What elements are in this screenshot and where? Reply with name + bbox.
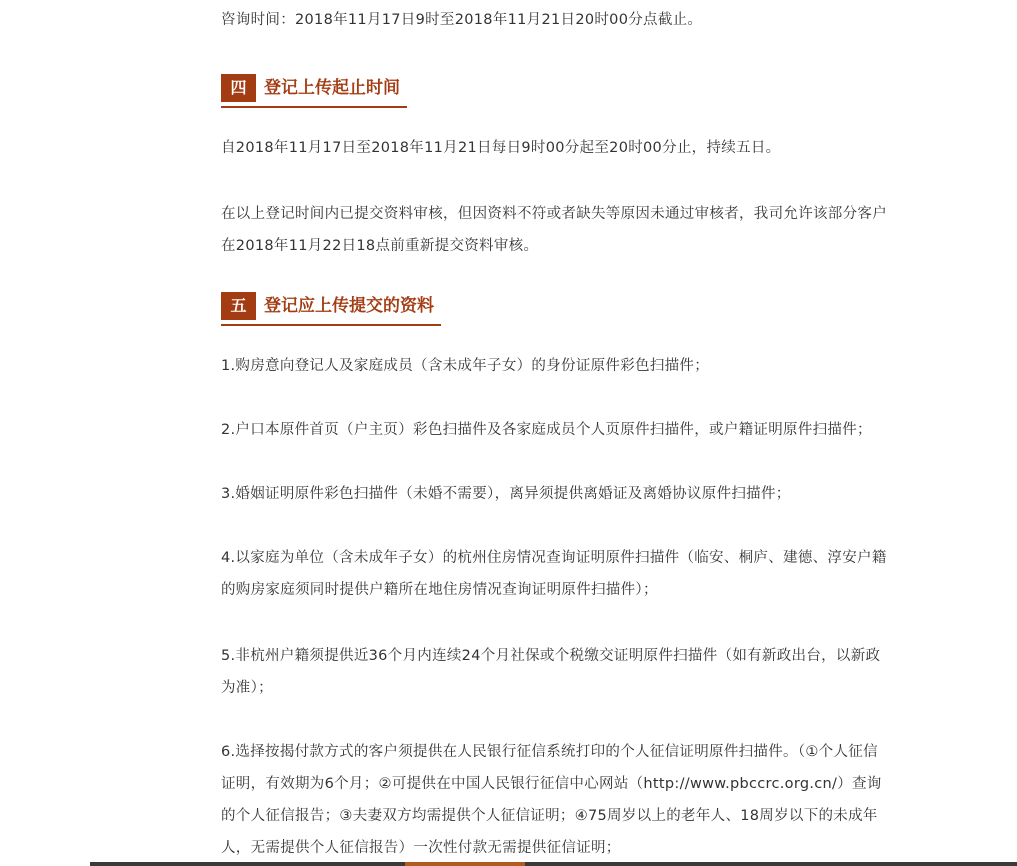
list-item-1: 1.购房意向登记人及家庭成员（含未成年子女）的身份证原件彩色扫描件； [221,358,710,374]
section-4-para-1: 自2018年11月17日至2018年11月21日每日9时00分起至20时00分止，持续五日。 [221,140,781,156]
section-5-number: 五 [221,292,256,320]
section-5-heading [221,292,445,326]
section-5-title: 登记应上传提交的资料 [264,296,434,316]
section-4-para-2: 在以上登记时间内已提交资料审核，但因资料不符或者缺失等原因未通过审核者，我司允许该部分客户在2018年11月22日18点前重新提交资料审核。 [221,206,887,254]
list-item-4: 4.以家庭为单位（含未成年子女）的杭州住房情况查询证明原件扫描件（临安、桐庐、建德、淳安户籍的购房家庭须同时提供户籍所在地住房情况查询证明原件扫描件）； [221,550,887,598]
section-4-title: 登记上传起止时间 [264,78,400,98]
consult-time-text: 咨询时间：2018年11月17日9时至2018年11月21日20时00分点截止。 [221,12,703,28]
section-5-underline [221,324,441,326]
bottom-bar-highlight [405,862,525,866]
section-4-underline [221,106,407,108]
list-item-6: 6.选择按揭付款方式的客户须提供在人民银行征信系统打印的个人征信证明原件扫描件。（①个人征信证明，有效期为6个月；②可提供在中国人民银行征信中心网站（http://www.pbccrc.org.cn/）查询的个人征信报告；③夫妻双方均需提供个人征信证明；④75周岁以上的老年人、18周岁以下的未成年人，无需提供个人征信报告）一次性付款无需提供征信证明； [221,744,882,856]
section-4-number: 四 [221,74,256,102]
section-4-heading [221,74,411,108]
list-item-2: 2.户口本原件首页（户主页）彩色扫描件及各家庭成员个人页原件扫描件，或户籍证明原件扫描件； [221,422,872,438]
list-item-3: 3.婚姻证明原件彩色扫描件（未婚不需要），离异须提供离婚证及离婚协议原件扫描件； [221,486,791,502]
list-item-5: 5.非杭州户籍须提供近36个月内连续24个月社保或个税缴交证明原件扫描件（如有新政出台，以新政为准）； [221,648,881,696]
bottom-bar [90,862,1017,866]
